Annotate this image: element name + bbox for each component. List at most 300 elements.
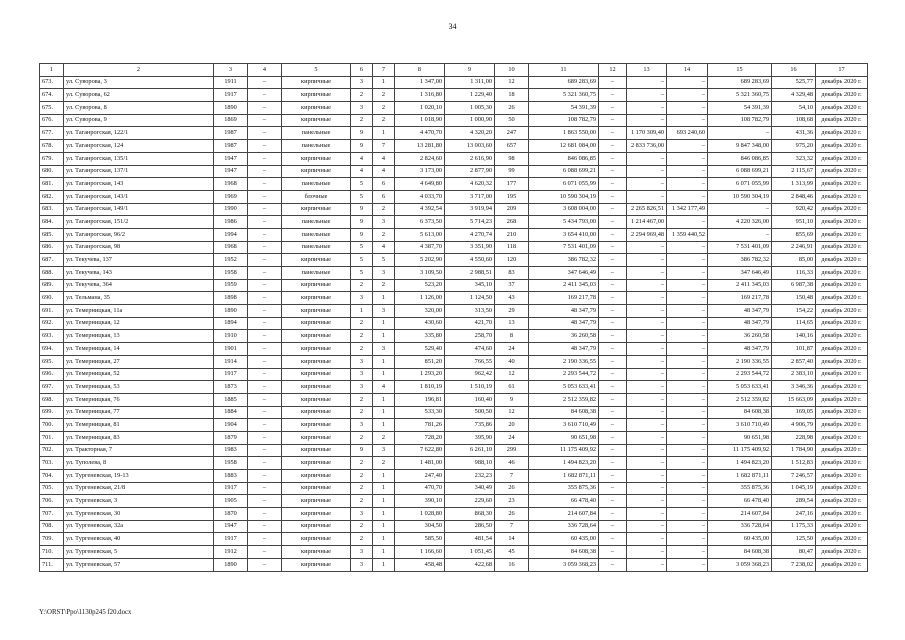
floors-cell: 9 bbox=[351, 140, 373, 153]
col-4-cell: – bbox=[248, 152, 282, 165]
col-16-cell: 169,05 bbox=[772, 406, 816, 419]
floors-cell: 9 bbox=[351, 127, 373, 140]
residents-cell: 120 bbox=[495, 254, 529, 267]
col-4-cell: – bbox=[248, 330, 282, 343]
col-15-cell: 2 190 336,55 bbox=[708, 355, 772, 368]
col-12-cell: – bbox=[599, 317, 627, 330]
deadline-cell: декабрь 2020 г. bbox=[816, 152, 868, 165]
address-cell: ул. Тургеневская, 32а bbox=[64, 520, 214, 533]
col-13-cell: – bbox=[627, 317, 667, 330]
residents-cell: 98 bbox=[495, 152, 529, 165]
year-cell: 1904 bbox=[214, 419, 248, 432]
wall-material-cell: кирпичные bbox=[282, 203, 351, 216]
floors-cell: 2 bbox=[351, 330, 373, 343]
col-4-cell: – bbox=[248, 89, 282, 102]
col-16-cell: 1 045,19 bbox=[772, 482, 816, 495]
total-area-cell: 320,00 bbox=[395, 305, 445, 318]
total-area-cell: 5 202,90 bbox=[395, 254, 445, 267]
col-16-cell: 951,10 bbox=[772, 216, 816, 229]
col-14-cell: – bbox=[667, 152, 708, 165]
col-12-cell: – bbox=[599, 368, 627, 381]
living-area-cell: 2 877,90 bbox=[445, 165, 495, 178]
col-15-cell: 386 782,32 bbox=[708, 254, 772, 267]
col-15-cell: 355 875,36 bbox=[708, 482, 772, 495]
col-15-cell: 11 175 409,92 bbox=[708, 444, 772, 457]
table-row bbox=[40, 406, 868, 419]
row-number-cell: 680. bbox=[40, 165, 64, 178]
total-area-cell: 1 316,80 bbox=[395, 89, 445, 102]
address-cell: ул. Тургеневская, 3 bbox=[64, 495, 214, 508]
col-15-cell: 214 607,84 bbox=[708, 508, 772, 521]
table-row bbox=[40, 343, 868, 356]
row-number-cell: 686. bbox=[40, 241, 64, 254]
deadline-cell: декабрь 2020 г. bbox=[816, 546, 868, 559]
residents-cell: 45 bbox=[495, 546, 529, 559]
wall-material-cell: кирпичные bbox=[282, 533, 351, 546]
row-number-cell: 683. bbox=[40, 203, 64, 216]
wall-material-cell: кирпичные bbox=[282, 152, 351, 165]
wall-material-cell: кирпичные bbox=[282, 393, 351, 406]
address-cell: ул. Текучева, 364 bbox=[64, 279, 214, 292]
floors-cell: 4 bbox=[351, 152, 373, 165]
address-cell: ул. Тургеневская, 21/8 bbox=[64, 482, 214, 495]
col-15-cell: 90 651,98 bbox=[708, 431, 772, 444]
table-row bbox=[40, 546, 868, 559]
residents-cell: 13 bbox=[495, 317, 529, 330]
floors-cell: 2 bbox=[351, 317, 373, 330]
total-cost-cell: 3 610 710,49 bbox=[529, 419, 599, 432]
page-number: 34 bbox=[448, 22, 457, 31]
col-12-cell: – bbox=[599, 305, 627, 318]
entrances-cell: 1 bbox=[373, 368, 395, 381]
table-row bbox=[40, 228, 868, 241]
col-4-cell: – bbox=[248, 419, 282, 432]
col-14-cell: – bbox=[667, 546, 708, 559]
table-row bbox=[40, 190, 868, 203]
col-4-cell: – bbox=[248, 317, 282, 330]
total-area-cell: 335,80 bbox=[395, 330, 445, 343]
table-row bbox=[40, 203, 868, 216]
wall-material-cell: кирпичные bbox=[282, 317, 351, 330]
col-13-cell: – bbox=[627, 419, 667, 432]
year-cell: 1873 bbox=[214, 381, 248, 394]
entrances-cell: 2 bbox=[373, 203, 395, 216]
entrances-cell: 2 bbox=[373, 89, 395, 102]
residents-cell: 37 bbox=[495, 279, 529, 292]
col-12-cell: – bbox=[599, 419, 627, 432]
col-14-cell: – bbox=[667, 495, 708, 508]
floors-cell: 9 bbox=[351, 216, 373, 229]
col-15-cell: 108 782,79 bbox=[708, 114, 772, 127]
total-cost-cell: 169 217,78 bbox=[529, 292, 599, 305]
address-cell: ул. Темерницкая, 11а bbox=[64, 305, 214, 318]
col-12-cell: – bbox=[599, 203, 627, 216]
col-16-cell: 1 175,33 bbox=[772, 520, 816, 533]
address-cell: ул. Таганрогская, 122/1 bbox=[64, 127, 214, 140]
wall-material-cell: панельные bbox=[282, 241, 351, 254]
col-14-cell: – bbox=[667, 114, 708, 127]
row-number-cell: 681. bbox=[40, 178, 64, 191]
col-16-cell: 228,98 bbox=[772, 431, 816, 444]
deadline-cell: декабрь 2020 г. bbox=[816, 317, 868, 330]
wall-material-cell: кирпичные bbox=[282, 330, 351, 343]
living-area-cell: 988,10 bbox=[445, 457, 495, 470]
row-number-cell: 710. bbox=[40, 546, 64, 559]
table-row bbox=[40, 355, 868, 368]
row-number-cell: 694. bbox=[40, 343, 64, 356]
address-cell: ул. Тургеневская, 5 bbox=[64, 546, 214, 559]
total-cost-cell: 2 293 544,72 bbox=[529, 368, 599, 381]
wall-material-cell: кирпичные bbox=[282, 470, 351, 483]
col-15-cell: – bbox=[708, 127, 772, 140]
total-cost-cell: 6 071 055,99 bbox=[529, 178, 599, 191]
col-4-cell: – bbox=[248, 495, 282, 508]
col-16-cell: 2 857,40 bbox=[772, 355, 816, 368]
table-row bbox=[40, 381, 868, 394]
col-15-cell: 846 086,85 bbox=[708, 152, 772, 165]
col-14-cell: – bbox=[667, 558, 708, 571]
col-12-cell: – bbox=[599, 558, 627, 571]
col-15-cell: – bbox=[708, 228, 772, 241]
living-area-cell: 3 919,94 bbox=[445, 203, 495, 216]
total-cost-cell: 66 478,40 bbox=[529, 495, 599, 508]
table-row bbox=[40, 431, 868, 444]
row-number-cell: 673. bbox=[40, 76, 64, 89]
col-15-cell: 6 088 699,21 bbox=[708, 165, 772, 178]
col-16-cell: 15 663,09 bbox=[772, 393, 816, 406]
col-14-cell: – bbox=[667, 216, 708, 229]
floors-cell: 3 bbox=[351, 355, 373, 368]
col-15-cell: 36 260,58 bbox=[708, 330, 772, 343]
floors-cell: 2 bbox=[351, 279, 373, 292]
table-row bbox=[40, 279, 868, 292]
floors-cell: 3 bbox=[351, 76, 373, 89]
col-14-cell: – bbox=[667, 508, 708, 521]
living-area-cell: 6 261,10 bbox=[445, 444, 495, 457]
total-area-cell: 247,40 bbox=[395, 470, 445, 483]
total-cost-cell: 214 607,84 bbox=[529, 508, 599, 521]
address-cell: ул. Суворова, 8 bbox=[64, 102, 214, 115]
year-cell: 1914 bbox=[214, 355, 248, 368]
row-number-cell: 693. bbox=[40, 330, 64, 343]
col-14-cell: – bbox=[667, 330, 708, 343]
row-number-cell: 690. bbox=[40, 292, 64, 305]
deadline-cell: декабрь 2020 г. bbox=[816, 533, 868, 546]
residents-cell: 50 bbox=[495, 114, 529, 127]
col-13-cell: – bbox=[627, 292, 667, 305]
table-row bbox=[40, 114, 868, 127]
col-14-cell: – bbox=[667, 419, 708, 432]
col-16-cell: 85,00 bbox=[772, 254, 816, 267]
entrances-cell: 1 bbox=[373, 292, 395, 305]
col-13-cell: – bbox=[627, 470, 667, 483]
residents-cell: 657 bbox=[495, 140, 529, 153]
col-14-cell: – bbox=[667, 482, 708, 495]
col-14-cell: – bbox=[667, 102, 708, 115]
wall-material-cell: панельные bbox=[282, 140, 351, 153]
col-16-cell: 3 346,36 bbox=[772, 381, 816, 394]
col-13-cell: – bbox=[627, 558, 667, 571]
total-cost-cell: 60 435,00 bbox=[529, 533, 599, 546]
col-13-cell: – bbox=[627, 114, 667, 127]
deadline-cell: декабрь 2020 г. bbox=[816, 228, 868, 241]
total-cost-cell: 108 782,79 bbox=[529, 114, 599, 127]
col-15-cell: 10 590 304,19 bbox=[708, 190, 772, 203]
living-area-cell: 2 616,90 bbox=[445, 152, 495, 165]
floors-cell: 2 bbox=[351, 343, 373, 356]
deadline-cell: декабрь 2020 г. bbox=[816, 406, 868, 419]
living-area-cell: 395,90 bbox=[445, 431, 495, 444]
col-4-cell: – bbox=[248, 444, 282, 457]
table-row bbox=[40, 102, 868, 115]
deadline-cell: декабрь 2020 г. bbox=[816, 457, 868, 470]
residents-cell: 210 bbox=[495, 228, 529, 241]
col-4-cell: – bbox=[248, 431, 282, 444]
living-area-cell: 1 311,00 bbox=[445, 76, 495, 89]
residents-cell: 195 bbox=[495, 190, 529, 203]
living-area-cell: 3 717,00 bbox=[445, 190, 495, 203]
entrances-cell: 7 bbox=[373, 140, 395, 153]
floors-cell: 5 bbox=[351, 254, 373, 267]
total-area-cell: 470,70 bbox=[395, 482, 445, 495]
deadline-cell: декабрь 2020 г. bbox=[816, 330, 868, 343]
col-12-cell: – bbox=[599, 127, 627, 140]
total-area-cell: 2 824,60 bbox=[395, 152, 445, 165]
col-14-cell: – bbox=[667, 406, 708, 419]
wall-material-cell: кирпичные bbox=[282, 546, 351, 559]
column-number-cell: 14 bbox=[667, 64, 708, 77]
col-15-cell: 48 347,79 bbox=[708, 317, 772, 330]
wall-material-cell: кирпичные bbox=[282, 76, 351, 89]
row-number-cell: 709. bbox=[40, 533, 64, 546]
table-row bbox=[40, 444, 868, 457]
col-13-cell: 2 265 826,51 bbox=[627, 203, 667, 216]
col-12-cell: – bbox=[599, 102, 627, 115]
entrances-cell: 4 bbox=[373, 165, 395, 178]
row-number-cell: 675. bbox=[40, 102, 64, 115]
col-15-cell: 689 283,69 bbox=[708, 76, 772, 89]
col-13-cell: – bbox=[627, 508, 667, 521]
column-number-cell: 8 bbox=[395, 64, 445, 77]
table-row bbox=[40, 393, 868, 406]
floors-cell: 3 bbox=[351, 102, 373, 115]
col-14-cell: – bbox=[667, 444, 708, 457]
year-cell: 1952 bbox=[214, 254, 248, 267]
year-cell: 1911 bbox=[214, 76, 248, 89]
col-14-cell: – bbox=[667, 241, 708, 254]
col-14-cell: – bbox=[667, 279, 708, 292]
col-16-cell: 140,16 bbox=[772, 330, 816, 343]
row-number-cell: 685. bbox=[40, 228, 64, 241]
col-4-cell: – bbox=[248, 343, 282, 356]
col-4-cell: – bbox=[248, 228, 282, 241]
floors-cell: 2 bbox=[351, 470, 373, 483]
entrances-cell: 1 bbox=[373, 533, 395, 546]
column-number-cell: 13 bbox=[627, 64, 667, 77]
col-12-cell: – bbox=[599, 279, 627, 292]
table-row bbox=[40, 457, 868, 470]
total-cost-cell: 1 863 550,00 bbox=[529, 127, 599, 140]
wall-material-cell: кирпичные bbox=[282, 114, 351, 127]
entrances-cell: 1 bbox=[373, 558, 395, 571]
address-cell: ул. Таганрогская, 124 bbox=[64, 140, 214, 153]
wall-material-cell: кирпичные bbox=[282, 279, 351, 292]
deadline-cell: декабрь 2020 г. bbox=[816, 127, 868, 140]
total-area-cell: 1 293,20 bbox=[395, 368, 445, 381]
col-14-cell: – bbox=[667, 520, 708, 533]
col-14-cell: 1 342 177,49 bbox=[667, 203, 708, 216]
col-15-cell: 48 347,79 bbox=[708, 305, 772, 318]
total-area-cell: 4 392,54 bbox=[395, 203, 445, 216]
total-cost-cell: 36 260,58 bbox=[529, 330, 599, 343]
row-number-cell: 692. bbox=[40, 317, 64, 330]
col-12-cell: – bbox=[599, 228, 627, 241]
deadline-cell: декабрь 2020 г. bbox=[816, 241, 868, 254]
col-13-cell: 1 170 309,40 bbox=[627, 127, 667, 140]
col-15-cell: 2 512 359,82 bbox=[708, 393, 772, 406]
col-4-cell: – bbox=[248, 140, 282, 153]
deadline-cell: декабрь 2020 г. bbox=[816, 558, 868, 571]
col-12-cell: – bbox=[599, 520, 627, 533]
total-cost-cell: 5 053 633,41 bbox=[529, 381, 599, 394]
col-13-cell: – bbox=[627, 495, 667, 508]
address-cell: ул. Таганрогская, 135/1 bbox=[64, 152, 214, 165]
address-cell: ул. Таганрогская, 98 bbox=[64, 241, 214, 254]
col-16-cell: 101,87 bbox=[772, 343, 816, 356]
total-cost-cell: 10 590 304,19 bbox=[529, 190, 599, 203]
deadline-cell: декабрь 2020 г. bbox=[816, 482, 868, 495]
wall-material-cell: кирпичные bbox=[282, 457, 351, 470]
year-cell: 1968 bbox=[214, 178, 248, 191]
col-12-cell: – bbox=[599, 470, 627, 483]
entrances-cell: 3 bbox=[373, 444, 395, 457]
table-row bbox=[40, 127, 868, 140]
col-15-cell: 1 682 871,11 bbox=[708, 470, 772, 483]
col-16-cell: 7 238,02 bbox=[772, 558, 816, 571]
wall-material-cell: кирпичные bbox=[282, 254, 351, 267]
living-area-cell: 962,42 bbox=[445, 368, 495, 381]
col-13-cell: – bbox=[627, 178, 667, 191]
total-area-cell: 1 020,10 bbox=[395, 102, 445, 115]
floors-cell: 3 bbox=[351, 368, 373, 381]
living-area-cell: 1 051,45 bbox=[445, 546, 495, 559]
living-area-cell: 421,70 bbox=[445, 317, 495, 330]
total-cost-cell: 336 728,64 bbox=[529, 520, 599, 533]
total-cost-cell: 6 088 699,21 bbox=[529, 165, 599, 178]
col-13-cell: – bbox=[627, 355, 667, 368]
col-16-cell: 2 115,67 bbox=[772, 165, 816, 178]
col-14-cell: – bbox=[667, 368, 708, 381]
total-cost-cell: 48 347,79 bbox=[529, 305, 599, 318]
address-cell: ул. Таганрогская, 137/1 bbox=[64, 165, 214, 178]
residents-cell: 7 bbox=[495, 470, 529, 483]
floors-cell: 5 bbox=[351, 241, 373, 254]
deadline-cell: декабрь 2020 г. bbox=[816, 165, 868, 178]
total-cost-cell: 90 651,98 bbox=[529, 431, 599, 444]
residents-cell: 299 bbox=[495, 444, 529, 457]
col-12-cell: – bbox=[599, 114, 627, 127]
col-16-cell: 975,20 bbox=[772, 140, 816, 153]
total-area-cell: 13 281,80 bbox=[395, 140, 445, 153]
col-12-cell: – bbox=[599, 152, 627, 165]
residents-cell: 7 bbox=[495, 520, 529, 533]
col-14-cell: – bbox=[667, 355, 708, 368]
col-12-cell: – bbox=[599, 355, 627, 368]
col-4-cell: – bbox=[248, 178, 282, 191]
wall-material-cell: панельные bbox=[282, 127, 351, 140]
address-cell: ул. Таганрогская, 149/1 bbox=[64, 203, 214, 216]
col-14-cell: – bbox=[667, 254, 708, 267]
wall-material-cell: кирпичные bbox=[282, 495, 351, 508]
col-15-cell: 84 608,38 bbox=[708, 406, 772, 419]
total-area-cell: 728,20 bbox=[395, 431, 445, 444]
table-row bbox=[40, 317, 868, 330]
col-16-cell: 125,50 bbox=[772, 533, 816, 546]
col-13-cell: – bbox=[627, 482, 667, 495]
col-13-cell: 2 833 736,00 bbox=[627, 140, 667, 153]
year-cell: 1986 bbox=[214, 216, 248, 229]
total-cost-cell: 347 646,49 bbox=[529, 267, 599, 280]
wall-material-cell: кирпичные bbox=[282, 381, 351, 394]
col-16-cell: 54,10 bbox=[772, 102, 816, 115]
deadline-cell: декабрь 2020 г. bbox=[816, 520, 868, 533]
table-row bbox=[40, 533, 868, 546]
col-15-cell: 5 053 633,41 bbox=[708, 381, 772, 394]
col-14-cell: – bbox=[667, 470, 708, 483]
living-area-cell: 13 003,60 bbox=[445, 140, 495, 153]
table-row bbox=[40, 495, 868, 508]
residents-cell: 26 bbox=[495, 508, 529, 521]
floors-cell: 5 bbox=[351, 267, 373, 280]
row-number-cell: 708. bbox=[40, 520, 64, 533]
year-cell: 1910 bbox=[214, 330, 248, 343]
table-row bbox=[40, 482, 868, 495]
total-cost-cell: 48 347,79 bbox=[529, 317, 599, 330]
col-13-cell: – bbox=[627, 444, 667, 457]
living-area-cell: 766,55 bbox=[445, 355, 495, 368]
total-area-cell: 781,26 bbox=[395, 419, 445, 432]
residents-cell: 24 bbox=[495, 343, 529, 356]
col-16-cell: 114,65 bbox=[772, 317, 816, 330]
floors-cell: 2 bbox=[351, 89, 373, 102]
col-15-cell: 60 435,00 bbox=[708, 533, 772, 546]
col-4-cell: – bbox=[248, 546, 282, 559]
col-16-cell: 2 848,46 bbox=[772, 190, 816, 203]
col-16-cell: 108,68 bbox=[772, 114, 816, 127]
deadline-cell: декабрь 2020 г. bbox=[816, 102, 868, 115]
address-cell: ул. Таганрогская, 96/2 bbox=[64, 228, 214, 241]
entrances-cell: 3 bbox=[373, 267, 395, 280]
year-cell: 1917 bbox=[214, 89, 248, 102]
deadline-cell: декабрь 2020 г. bbox=[816, 431, 868, 444]
row-number-cell: 700. bbox=[40, 419, 64, 432]
total-area-cell: 390,10 bbox=[395, 495, 445, 508]
table-row bbox=[40, 165, 868, 178]
col-16-cell: 525,77 bbox=[772, 76, 816, 89]
deadline-cell: декабрь 2020 г. bbox=[816, 178, 868, 191]
total-area-cell: 5 613,00 bbox=[395, 228, 445, 241]
entrances-cell: 4 bbox=[373, 241, 395, 254]
residents-cell: 40 bbox=[495, 355, 529, 368]
col-12-cell: – bbox=[599, 165, 627, 178]
deadline-cell: декабрь 2020 г. bbox=[816, 381, 868, 394]
table-row bbox=[40, 520, 868, 533]
col-12-cell: – bbox=[599, 495, 627, 508]
total-area-cell: 1 126,00 bbox=[395, 292, 445, 305]
col-13-cell: – bbox=[627, 330, 667, 343]
address-cell: ул. Темерницкая, 81 bbox=[64, 419, 214, 432]
total-area-cell: 529,40 bbox=[395, 343, 445, 356]
